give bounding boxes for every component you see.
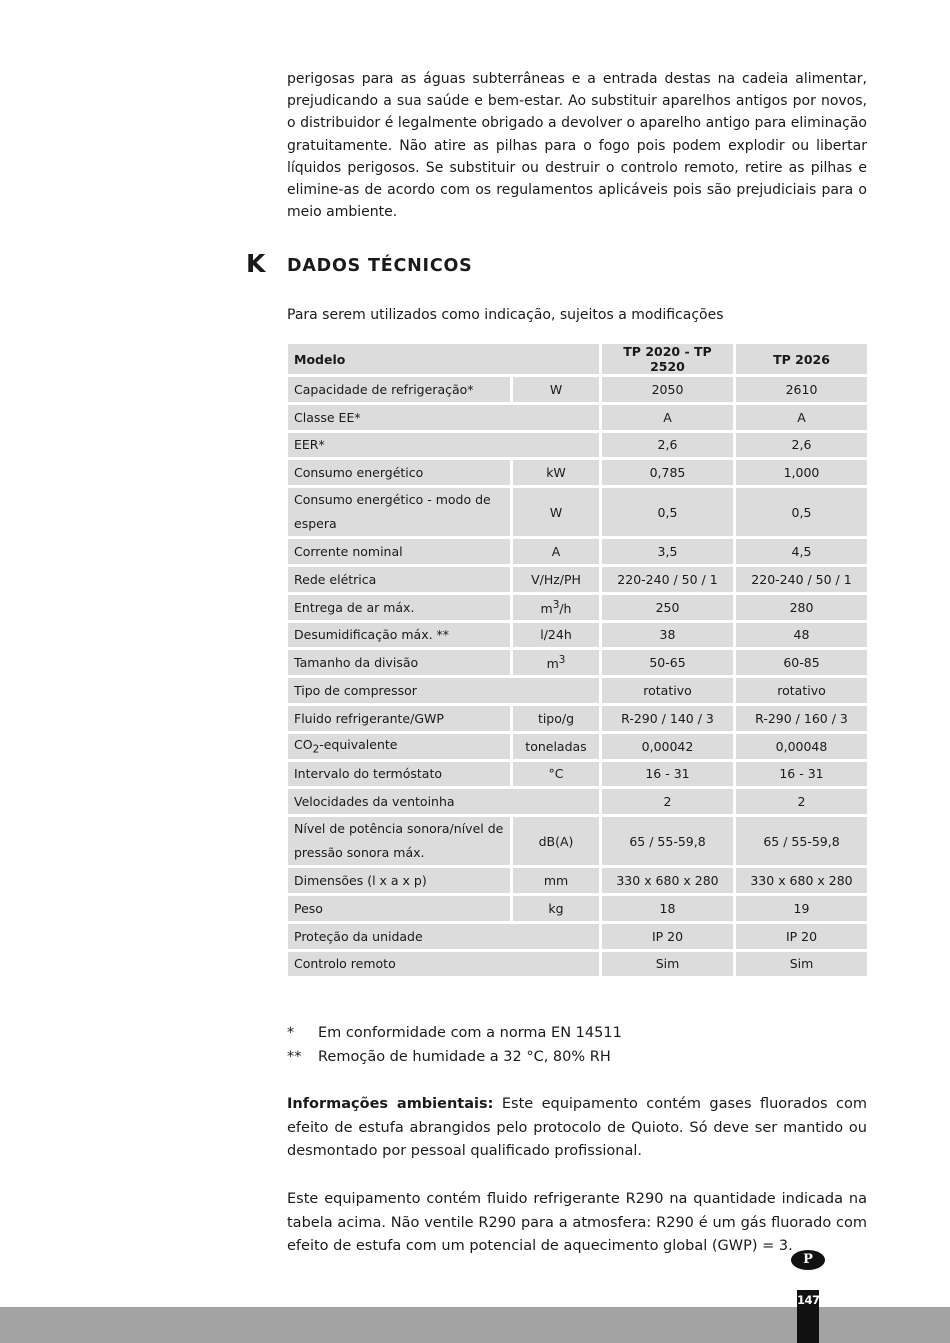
row-value-1: 330 x 680 x 280 [602, 868, 733, 893]
table-row [288, 762, 867, 787]
row-value-2: 19 [736, 896, 867, 921]
row-value-2: 48 [736, 623, 867, 648]
footnote-marker: ** [287, 1049, 302, 1065]
table-row [288, 678, 867, 703]
row-value-1: 0,785 [602, 460, 733, 485]
table-row [288, 377, 867, 402]
label-subscript: 2 [312, 743, 320, 756]
row-unit: V/Hz/PH [513, 567, 599, 592]
table-row [288, 924, 867, 949]
row-label: Intervalo do termóstato [288, 762, 510, 787]
row-value-2: 280 [736, 595, 867, 620]
row-value-2: 4,5 [736, 539, 867, 564]
row-label: Tamanho da divisão [288, 650, 510, 675]
row-value-2: 65 / 55-59,8 [736, 817, 867, 865]
table-row [288, 539, 867, 564]
section-letter: K [246, 249, 266, 278]
row-label: Proteção da unidade [288, 924, 599, 949]
footnote-text: Remoção de humidade a 32 °C, 80% RH [318, 1049, 611, 1065]
table-row [288, 488, 867, 536]
refrigerant-paragraph: Este equipamento contém fluido refrigerante R290 na quantidade indicada na tabela acima. Não ventile R290 para a atmosfera: R290 é um gás fluorado com efeito de estufa com um potencial de aquecimento global (GWP) = 3. [287, 1191, 867, 1255]
row-unit: kg [513, 896, 599, 921]
row-unit: toneladas [513, 734, 599, 759]
table-row [288, 952, 867, 977]
unit-superscript: 3 [558, 654, 566, 667]
row-value-2: R-290 / 160 / 3 [736, 706, 867, 731]
footnote-marker: * [287, 1025, 295, 1041]
row-label: Rede elétrica [288, 567, 510, 592]
row-value-2: rotativo [736, 678, 867, 703]
row-unit [513, 650, 599, 675]
row-label: EER* [288, 433, 599, 458]
technical-data-table [285, 341, 870, 979]
footnote [287, 1045, 867, 1069]
row-value-1: 250 [602, 595, 733, 620]
table-row [288, 595, 867, 620]
table-row [288, 623, 867, 648]
footnotes [287, 1021, 867, 1069]
label-post: -equivalente [319, 736, 398, 752]
table-row [288, 789, 867, 814]
environmental-info-label: Informações ambientais: [287, 1096, 494, 1112]
row-value-2: 0,00048 [736, 734, 867, 759]
row-unit: kW [513, 460, 599, 485]
page-number: 147 [797, 1290, 819, 1343]
table-row [288, 405, 867, 430]
row-label: Nível de potência sonora/nível de pressão sonora máx. [288, 817, 510, 865]
row-unit: A [513, 539, 599, 564]
row-value-1: 18 [602, 896, 733, 921]
row-label [288, 734, 510, 759]
row-value-2: 220-240 / 50 / 1 [736, 567, 867, 592]
row-unit: °C [513, 762, 599, 787]
table-row [288, 567, 867, 592]
table-row [288, 706, 867, 731]
row-value-1: IP 20 [602, 924, 733, 949]
language-badge: P [791, 1250, 825, 1270]
row-label: Consumo energético - modo de espera [288, 488, 510, 536]
row-label: Desumidificação máx. ** [288, 623, 510, 648]
row-value-1: 38 [602, 623, 733, 648]
table-row [288, 650, 867, 675]
row-unit: dB(A) [513, 817, 599, 865]
row-unit: l/24h [513, 623, 599, 648]
unit-base: m [540, 600, 553, 616]
unit-base: m [546, 656, 559, 672]
footnote-text: Em conformidade com a norma EN 14511 [318, 1025, 622, 1041]
row-unit: mm [513, 868, 599, 893]
row-label: Capacidade de refrigeração* [288, 377, 510, 402]
header-model-1: TP 2020 - TP 2520 [602, 344, 733, 374]
table-row [288, 460, 867, 485]
header-model-2: TP 2026 [736, 344, 867, 374]
row-label: Classe EE* [288, 405, 599, 430]
row-label: Tipo de compressor [288, 678, 599, 703]
table-header-row [288, 344, 867, 374]
row-unit: tipo/g [513, 706, 599, 731]
row-value-1: 50-65 [602, 650, 733, 675]
row-value-1: rotativo [602, 678, 733, 703]
row-value-2: IP 20 [736, 924, 867, 949]
row-value-1: 2050 [602, 377, 733, 402]
section-title: DADOS TÉCNICOS [287, 256, 473, 276]
row-label: Consumo energético [288, 460, 510, 485]
row-value-2: 2,6 [736, 433, 867, 458]
environmental-info-text: Este equipamento contém gases fluorados com efeito de estufa abrangidos pelo protocolo de Quioto. Só deve ser mantido ou desmontado por pessoal qualificado profissional. [287, 1096, 867, 1160]
row-label: Velocidades da ventoinha [288, 789, 599, 814]
unit-tail: /h [559, 600, 572, 616]
table-row [288, 868, 867, 893]
row-label: Fluido refrigerante/GWP [288, 706, 510, 731]
row-value-1: 2 [602, 789, 733, 814]
row-value-1: A [602, 405, 733, 430]
row-label: Corrente nominal [288, 539, 510, 564]
row-unit [513, 595, 599, 620]
row-value-1: 16 - 31 [602, 762, 733, 787]
row-value-1: 2,6 [602, 433, 733, 458]
row-value-2: 330 x 680 x 280 [736, 868, 867, 893]
table-row [288, 734, 867, 759]
table-row [288, 817, 867, 865]
environmental-info-paragraph [287, 1093, 867, 1164]
row-value-2: A [736, 405, 867, 430]
table-row [288, 896, 867, 921]
row-label: Peso [288, 896, 510, 921]
intro-paragraph: perigosas para as águas subterrâneas e a entrada destas na cadeia alimentar, prejudicando a sua saúde e bem-estar. Ao substituir aparelhos antigos por novos, o distribuidor é legalmente obrigado a devolver o aparelho antigo para eliminação gratuitamente. Não atire as pilhas para o fogo pois podem explodir ou libertar líquidos perigosos. Se substituir ou destruir o controlo remoto, retire as pilhas e elimine-as de acordo com os regulamentos aplicáveis pois são prejudiciais para o meio ambiente. [287, 71, 867, 221]
section-subtitle: Para serem utilizados como indicação, sujeitos a modificações [287, 307, 724, 323]
row-value-2: 2610 [736, 377, 867, 402]
header-model-label: Modelo [288, 344, 599, 374]
footnote [287, 1021, 867, 1045]
row-value-2: 16 - 31 [736, 762, 867, 787]
row-value-1: 3,5 [602, 539, 733, 564]
row-value-1: 65 / 55-59,8 [602, 817, 733, 865]
row-value-1: Sim [602, 952, 733, 977]
row-unit: W [513, 377, 599, 402]
row-label: Controlo remoto [288, 952, 599, 977]
row-value-2: 1,000 [736, 460, 867, 485]
label-pre: CO [294, 736, 313, 752]
row-label: Entrega de ar máx. [288, 595, 510, 620]
row-value-2: 2 [736, 789, 867, 814]
unit-superscript: 3 [552, 598, 560, 611]
row-value-1: 0,5 [602, 488, 733, 536]
row-value-1: 220-240 / 50 / 1 [602, 567, 733, 592]
row-value-1: 0,00042 [602, 734, 733, 759]
row-value-1: R-290 / 140 / 3 [602, 706, 733, 731]
row-value-2: 0,5 [736, 488, 867, 536]
row-value-2: 60-85 [736, 650, 867, 675]
row-unit: W [513, 488, 599, 536]
table-row [288, 433, 867, 458]
row-label: Dimensões (l x a x p) [288, 868, 510, 893]
row-value-2: Sim [736, 952, 867, 977]
